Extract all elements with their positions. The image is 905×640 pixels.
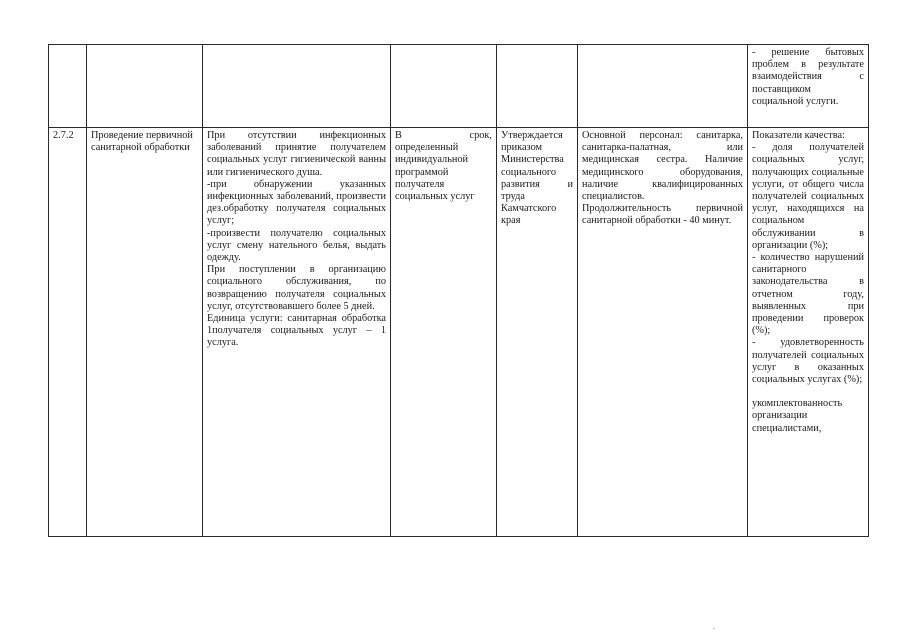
indicators-item-2: - количество нарушений санитарного законодательства в отчетном году, выявленных при проведении проверок (%); — [752, 252, 864, 337]
cell-description — [203, 128, 391, 537]
description-paragraph-1: При отсутствии инфекционных заболеваний принятие получателем социальных услуг гигиенической ванны или гигиенического душа. — [207, 130, 386, 178]
scan-speck — [713, 628, 715, 629]
indicators-previous-text: - решение бытовых проблем в результате взаимодействия с поставщиком социальной услуги. — [752, 47, 864, 107]
cell-number-empty — [49, 45, 87, 128]
services-table — [48, 44, 869, 537]
conditions-paragraph-2: Продолжительность первичной санитарной обработки - 40 минут. — [582, 203, 743, 227]
indicators-item-1: - доля получателей социальных услуг, получающих социальные услуги, от общего числа получателей социальных услуг, находящихся на социальном обслуживании в организации (%); — [752, 142, 864, 251]
cell-name-empty — [87, 45, 203, 128]
description-paragraph-4: При поступлении в организацию социального обслуживания, по возвращению получателя социальных услуг, отсутствовавшего более 5 дней. — [207, 264, 386, 312]
service-tariff: Утверждается приказом Министерства социального развития и труда Камчатского края — [501, 130, 573, 227]
table-row-previous — [49, 45, 869, 128]
cell-conditions-empty — [578, 45, 748, 128]
description-paragraph-5: Единица услуги: санитарная обработка 1получателя социальных услуг – 1 услуга. — [207, 313, 386, 349]
service-number: 2.7.2 — [53, 130, 74, 141]
cell-tariff-empty — [497, 45, 578, 128]
service-term: В срок, определенный индивидуальной программой получателя социальных услуг — [395, 130, 492, 203]
indicators-heading: Показатели качества: — [752, 130, 845, 141]
cell-number — [49, 128, 87, 537]
table-row-2-7-2 — [49, 128, 869, 537]
indicators-spacer — [752, 386, 864, 398]
indicators-item-4: укомплектованность организации специалистами, — [752, 398, 843, 434]
cell-name — [87, 128, 203, 537]
indicators-item-3: - удовлетворенность получателей социальных услуг в оказанных социальных услугах (%); — [752, 337, 864, 386]
description-paragraph-2: -при обнаружении указанных инфекционных заболеваний, произвести дез.обработку получателя социальных услуг; — [207, 178, 386, 227]
cell-term-empty — [391, 45, 497, 128]
description-paragraph-3: -произвести получателю социальных услуг смену нательного белья, выдать одежду. — [207, 227, 386, 264]
cell-description-empty — [203, 45, 391, 128]
cell-term — [391, 128, 497, 537]
conditions-paragraph-1: Основной персонал: санитарка, санитарка-палатная, или медицинская сестра. Наличие медицинского оборудования, наличие квалифицированных специалистов. — [582, 130, 743, 203]
cell-tariff — [497, 128, 578, 537]
cell-conditions — [578, 128, 748, 537]
cell-indicators-previous — [748, 45, 869, 128]
cell-indicators — [748, 128, 869, 537]
service-name: Проведение первичной санитарной обработки — [91, 130, 193, 154]
